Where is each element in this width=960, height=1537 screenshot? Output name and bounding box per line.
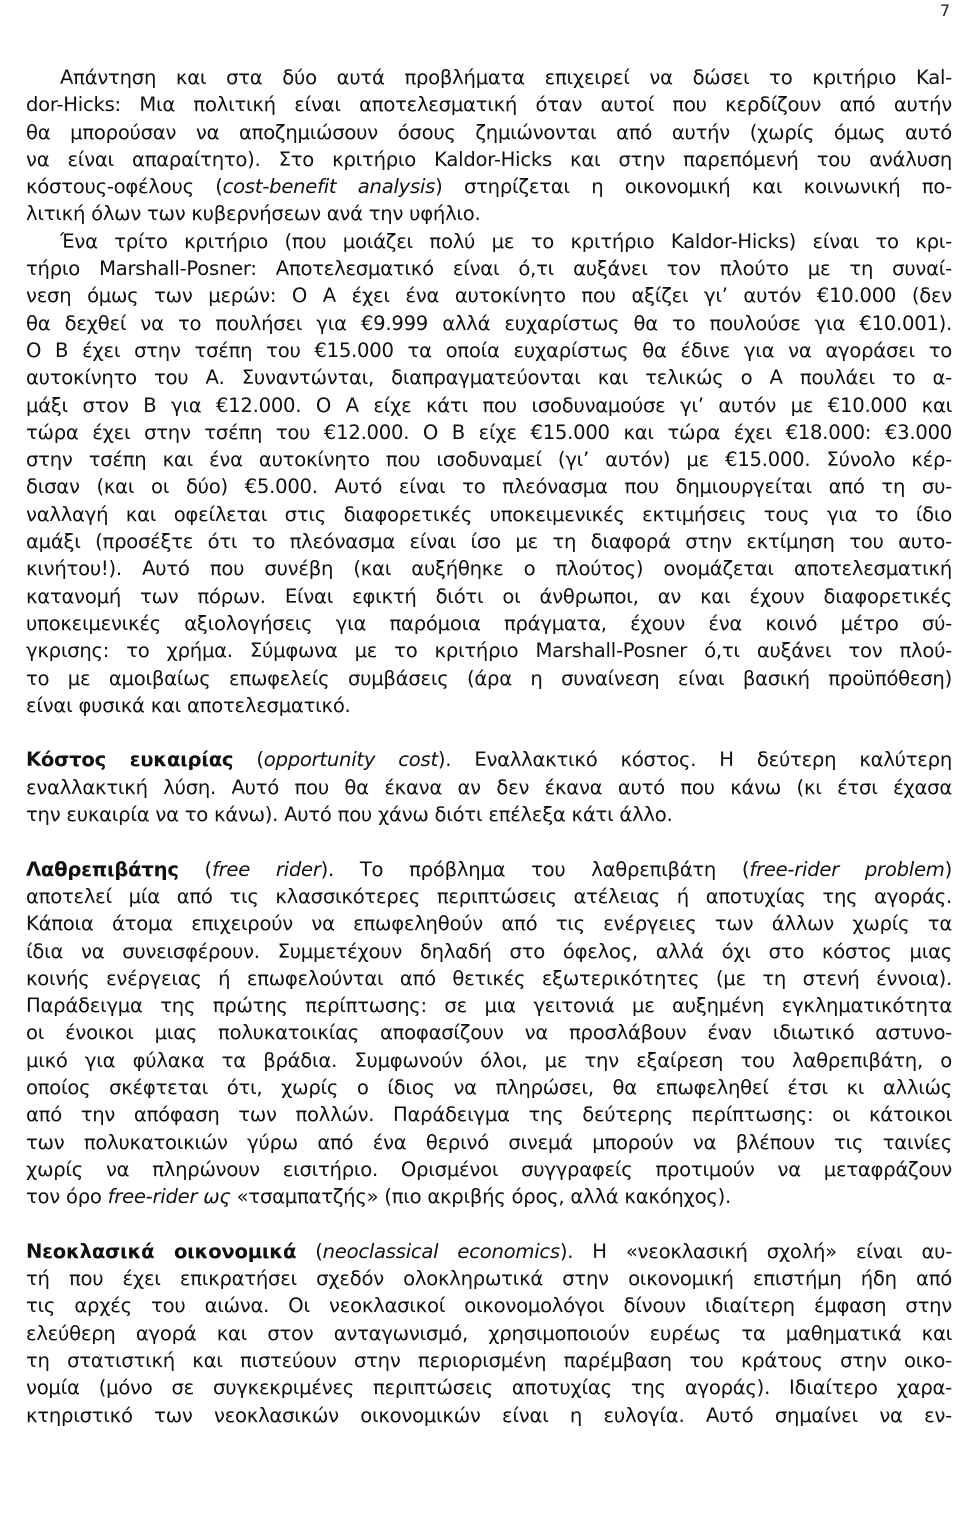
text-run: νομία (μόνο σε συγκεκριμένες περιπτώσεις αποτυχίας της αγοράς). Ιδιαίτερο χαρα-	[26, 1376, 952, 1400]
text-line	[26, 1074, 952, 1101]
text-line	[26, 801, 952, 828]
paragraph-gap	[26, 1210, 952, 1237]
paragraph	[26, 64, 952, 228]
text-run: Απάντηση και στα δύο αυτά προβλήματα επιχειρεί να δώσει το κριτήριο Kal-	[60, 66, 952, 89]
text-line	[26, 228, 952, 255]
text-run: χωρίς να πληρώνουν εισιτήριο. Ορισμένοι συγγραφείς προτιμούν να μεταφράζουν	[26, 1157, 952, 1181]
term-heading: Λαθρεπιβάτης	[26, 857, 179, 881]
paragraph	[26, 228, 952, 719]
text-run: να είναι απαραίτητο). Στο κριτήριο Kaldor-Hicks και στην παρεπόμενή του ανάλυση	[26, 147, 952, 171]
italic-term: free rider	[211, 857, 321, 881]
paragraph	[26, 856, 952, 1211]
text-run: τη στατιστική και πιστεύουν στην περιορισμένη παρέμβαση του κράτους στην οικο-	[26, 1348, 952, 1372]
text-run: δισαν (και οι δύο) €5.000. Αυτό είναι το πλεόνασμα που δημιουργείται από τη συ-	[26, 475, 952, 499]
italic-term: opportunity cost	[263, 748, 438, 772]
text-line	[26, 965, 952, 992]
text-run: εναλλακτική λύση. Αυτό που θα έκανα αν δεν έκανα αυτό που κάνω (κι έτσι έχασα	[26, 775, 952, 799]
text-line	[26, 1347, 952, 1374]
text-line	[26, 1238, 952, 1265]
text-line	[26, 746, 952, 773]
text-run: dor-Hicks: Μια πολιτική είναι αποτελεσματική όταν αυτοί που κερδίζουν από αυτήν	[26, 93, 952, 117]
text-line	[26, 992, 952, 1019]
italic-term: cost-benefit analysis	[222, 175, 436, 199]
text-run: των πολυκατοικιών γύρω από ένα θερινό σινεμά μπορούν να βλέπουν τις ταινίες	[26, 1130, 952, 1154]
text-run: ) στηρίζεται η οικονομική και κοινωνική πο-	[435, 175, 952, 199]
text-run: στην τσέπη και ένα αυτοκίνητο που ισοδυναμεί (γι’ αυτόν) με €15.000. Σύνολο κέρ-	[26, 448, 952, 472]
text-line	[26, 255, 952, 282]
text-line	[26, 1183, 952, 1210]
text-run: τή που έχει επικρατήσει σχεδόν ολοκληρωτικά στην οικονομική επιστήμη ήδη από	[26, 1267, 952, 1291]
text-run: (	[233, 748, 264, 772]
text-line	[26, 1402, 952, 1429]
term-heading: Νεοκλασικά οικονομικά	[26, 1239, 297, 1263]
text-run: (	[178, 857, 212, 881]
text-line	[26, 1101, 952, 1128]
text-line	[26, 692, 952, 719]
term-heading: Κόστος ευκαιρίας	[26, 748, 234, 772]
text-run: Ο Β έχει στην τσέπη του €15.000 τα οποία ευχαρίστως θα έδινε για να αγοράσει το	[26, 338, 952, 362]
paragraph	[26, 1238, 952, 1429]
text-line	[26, 883, 952, 910]
text-line	[26, 146, 952, 173]
text-line	[26, 856, 952, 883]
text-line	[26, 1265, 952, 1292]
paragraph-gap	[26, 719, 952, 746]
text-run: λιτική όλων των κυβερνήσεων ανά την υφήλιο.	[26, 202, 481, 226]
text-run: )	[944, 857, 952, 881]
text-line	[26, 555, 952, 582]
text-run: οι ένοικοι μιας πολυκατοικίας αποφασίζουν να προσλάβουν έναν ιδιωτικό αστυνο-	[26, 1021, 952, 1045]
text-run: κατανομή των πόρων. Είναι εφικτή διότι οι άνθρωποι, αν και έχουν διαφορετικές	[26, 584, 952, 608]
text-run: Παράδειγμα της πρώτης περίπτωσης: σε μια γειτονιά με αυξημένη εγκληματικότητα	[26, 994, 952, 1018]
text-run: οποίος σκέφτεται ότι, χωρίς ο ίδιος να πληρώσει, θα επωφεληθεί έτσι κι αλλιώς	[26, 1075, 952, 1099]
text-line	[26, 1047, 952, 1074]
text-run: τις αρχές του αιώνα. Οι νεοκλασικοί οικονομολόγοι δίνουν ιδιαίτερη έμφαση στην	[26, 1294, 952, 1318]
text-line	[26, 583, 952, 610]
text-run: γκρισης: το χρήμα. Σύμφωνα με το κριτήριο Marshall-Posner ό,τι αυξάνει τον πλού-	[26, 639, 952, 663]
text-line	[26, 473, 952, 500]
text-line	[26, 1156, 952, 1183]
paragraph-gap	[26, 828, 952, 855]
text-run: αμάξι (προσέξτε ότι το πλεόνασμα είναι ίσο με τη διαφορά στην εκτίμηση του αυτο-	[26, 530, 952, 554]
text-run: ίδια να συνεισφέρουν. Συμμετέχουν δηλαδή στο όφελος, αλλά όχι στο κόστος μιας	[26, 939, 952, 963]
text-line	[26, 1292, 952, 1319]
text-line	[26, 1374, 952, 1401]
text-line	[26, 910, 952, 937]
text-run: υποκειμενικές αξιολογήσεις για παρόμοια πράγματα, έχουν ένα κοινό μέτρο σύ-	[26, 611, 952, 635]
text-run: τον όρο	[26, 1185, 108, 1209]
text-line	[26, 446, 952, 473]
text-line	[26, 173, 952, 200]
text-run: Κάποια άτομα επιχειρούν να επωφεληθούν από τις ενέργειες των άλλων χωρίς τα	[26, 912, 952, 936]
text-run: ). Εναλλακτικό κόστος. Η δεύτερη καλύτερη	[437, 748, 952, 772]
text-line	[26, 419, 952, 446]
text-run: την ευκαιρία να το κάνω). Αυτό που χάνω διότι επέλεξα κάτι άλλο.	[26, 803, 673, 827]
text-run: ελεύθερη αγορά και στον ανταγωνισμό, χρησιμοποιούν ευρέως τα μαθηματικά και	[26, 1321, 952, 1345]
text-line	[26, 1320, 952, 1347]
text-run: το με αμοιβαίως επωφελείς συμβάσεις (άρα η συναίνεση είναι βασική προϋπόθεση)	[26, 666, 952, 690]
text-run: κτηριστικό των νεοκλασικών οικονομικών είναι η ευλογία. Αυτό σημαίνει να εν-	[26, 1403, 952, 1427]
text-run: κόστους-οφέλους (	[26, 175, 223, 199]
text-run: μικό για φύλακα τα βράδια. Συμφωνούν όλοι, με την εξαίρεση του λαθρεπιβάτη, ο	[26, 1048, 952, 1072]
text-line	[26, 337, 952, 364]
text-run: κινήτου!). Αυτό που συνέβη (και αυξήθηκε ο πλούτος) ονομάζεται αποτελεσματική	[26, 557, 952, 581]
text-line	[26, 1019, 952, 1046]
document-body	[26, 64, 952, 1429]
text-line	[26, 1129, 952, 1156]
text-run: θα μπορούσαν να αποζημιώσουν όσους ζημιώνονται από αυτήν (χωρίς όμως αυτό	[26, 120, 952, 144]
italic-term: free-rider ως	[107, 1185, 231, 1209]
text-run: ). Το πρόβλημα του λαθρεπιβάτη (	[320, 857, 750, 881]
text-run: ). Η «νεοκλασική σχολή» είναι αυ-	[559, 1239, 952, 1263]
text-run: ναλλαγή και οφείλεται στις διαφορετικές υποκειμενικές εκτιμήσεις τους για το ίδιο	[26, 502, 952, 526]
text-run: κοινής ενέργειας ή επωφελούνται από θετικές εξωτερικότητες (με τη στενή έννοια).	[26, 966, 952, 990]
text-line	[26, 774, 952, 801]
text-line	[26, 282, 952, 309]
text-line	[26, 610, 952, 637]
text-run: είναι φυσικά και αποτελεσματικό.	[26, 693, 351, 717]
text-line	[26, 200, 952, 227]
text-run: νεση όμως των μερών: Ο Α έχει ένα αυτοκίνητο που αξίζει γι’ αυτόν €10.000 (δεν	[26, 284, 952, 308]
text-line	[26, 91, 952, 118]
text-run: αυτοκίνητο του Α. Συναντώνται, διαπραγματεύονται και τελικώς ο Α πουλάει το α-	[26, 366, 952, 390]
text-line	[26, 665, 952, 692]
text-line	[26, 392, 952, 419]
text-run: από την απόφαση των πολλών. Παράδειγμα της δεύτερης περίπτωσης: οι κάτοικοι	[26, 1103, 952, 1127]
text-line	[26, 364, 952, 391]
text-line	[26, 637, 952, 664]
page-number: 7	[939, 1, 950, 20]
text-run: (	[296, 1239, 323, 1263]
text-line	[26, 938, 952, 965]
text-run: αποτελεί μία από τις κλασσικότερες περιπτώσεις ατέλειας ή αποτυχίας της αγοράς.	[26, 884, 952, 908]
text-run: τήριο Marshall-Posner: Αποτελεσματικό είναι ό,τι αυξάνει τον πλούτο με τη συναί-	[26, 257, 952, 281]
italic-term: neoclassical economics	[322, 1239, 560, 1263]
text-run: «τσαμπατζής» (πιο ακριβής όρος, αλλά κακόηχος).	[230, 1185, 731, 1209]
text-line	[26, 528, 952, 555]
text-line	[26, 119, 952, 146]
text-line	[26, 501, 952, 528]
text-line	[26, 310, 952, 337]
paragraph	[26, 746, 952, 828]
text-run: μάξι στον Β για €12.000. Ο Α είχε κάτι που ισοδυναμούσε γι’ αυτόν με €10.000 και	[26, 393, 952, 417]
text-run: Ένα τρίτο κριτήριο (που μοιάζει πολύ με το κριτήριο Kaldor-Hicks) είναι το κρι-	[60, 229, 952, 253]
text-run: θα δεχθεί να το πουλήσει για €9.999 αλλά ευχαρίστως θα το πουλούσε για €10.001).	[26, 311, 952, 335]
text-line	[26, 64, 952, 91]
text-run: τώρα έχει στην τσέπη του €12.000. Ο Β είχε €15.000 και τώρα έχει €18.000: €3.000	[26, 420, 952, 444]
italic-term: free-rider problem	[749, 857, 945, 881]
